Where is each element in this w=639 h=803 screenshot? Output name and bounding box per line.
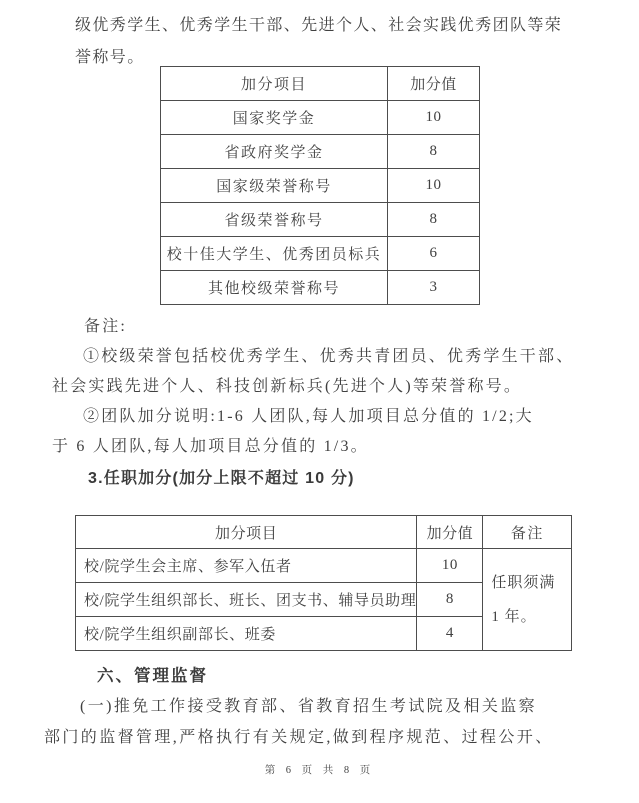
- header-remark: 备注: [483, 516, 572, 549]
- header-bonus-item: 加分项目: [161, 67, 388, 101]
- supervision-line-1: (一)推免工作接受教育部、省教育招生考试院及相关监察: [80, 698, 538, 715]
- bonus-item: 校十佳大学生、优秀团员标兵: [161, 237, 388, 271]
- page-number-footer: 第 6 页 共 8 页: [264, 765, 375, 776]
- bonus-value: 4: [417, 617, 483, 651]
- table-row: [161, 203, 480, 237]
- note-2-line-1: ②团队加分说明:1-6 人团队,每人加项目总分值的 1/2;大: [83, 408, 534, 425]
- honors-bonus-table: [160, 66, 480, 305]
- table-header-row: [76, 516, 572, 549]
- bonus-item: 国家奖学金: [161, 101, 388, 135]
- table-row: [161, 169, 480, 203]
- remark-cell: 任职须满 1 年。: [483, 549, 572, 651]
- header-bonus-item: 加分项目: [76, 516, 417, 549]
- notes-block: [52, 312, 575, 462]
- table-row: [161, 135, 480, 169]
- header-bonus-value: 加分值: [388, 67, 480, 101]
- bonus-item: 校/院学生会主席、参军入伍者: [76, 549, 417, 583]
- bonus-value: 10: [388, 169, 480, 203]
- bonus-item: 校/院学生组织副部长、班委: [76, 617, 417, 651]
- bonus-item: 省级荣誉称号: [161, 203, 388, 237]
- bonus-value: 8: [388, 203, 480, 237]
- bonus-item: 国家级荣誉称号: [161, 169, 388, 203]
- table-row: [76, 549, 572, 583]
- bonus-item: 其他校级荣誉称号: [161, 271, 388, 305]
- intro-line-2: 誉称号。: [75, 49, 145, 66]
- bonus-value: 10: [417, 549, 483, 583]
- note-1-line-2: 社会实践先进个人、科技创新标兵(先进个人)等荣誉称号。: [52, 378, 523, 395]
- bonus-value: 8: [388, 135, 480, 169]
- table-row: [161, 101, 480, 135]
- table-header-row: [161, 67, 480, 101]
- supervision-line-2: 部门的监督管理,严格执行有关规定,做到程序规范、过程公开、: [44, 729, 554, 746]
- bonus-value: 3: [388, 271, 480, 305]
- bonus-value: 8: [417, 583, 483, 617]
- header-bonus-value: 加分值: [417, 516, 483, 549]
- table-row: [161, 271, 480, 305]
- supervision-paragraph: [44, 691, 572, 753]
- bonus-value: 6: [388, 237, 480, 271]
- bonus-item: 校/院学生组织部长、班长、团支书、辅导员助理: [76, 583, 417, 617]
- intro-line-1: 级优秀学生、优秀学生干部、先进个人、社会实践优秀团队等荣: [75, 17, 563, 34]
- note-1-line-1: ①校级荣誉包括校优秀学生、优秀共青团员、优秀学生干部、: [83, 348, 575, 365]
- section-heading-management-supervision: 六、管理监督: [97, 667, 208, 685]
- bonus-value: 10: [388, 101, 480, 135]
- subsection-heading-appointment-bonus: 3.任职加分(加分上限不超过 10 分): [88, 470, 355, 487]
- intro-paragraph: [75, 10, 585, 74]
- table-row: [161, 237, 480, 271]
- notes-label: 备注:: [84, 318, 128, 335]
- bonus-item: 省政府奖学金: [161, 135, 388, 169]
- appointment-bonus-table: [75, 515, 572, 651]
- note-2-line-2: 于 6 人团队,每人加项目总分值的 1/3。: [52, 438, 369, 455]
